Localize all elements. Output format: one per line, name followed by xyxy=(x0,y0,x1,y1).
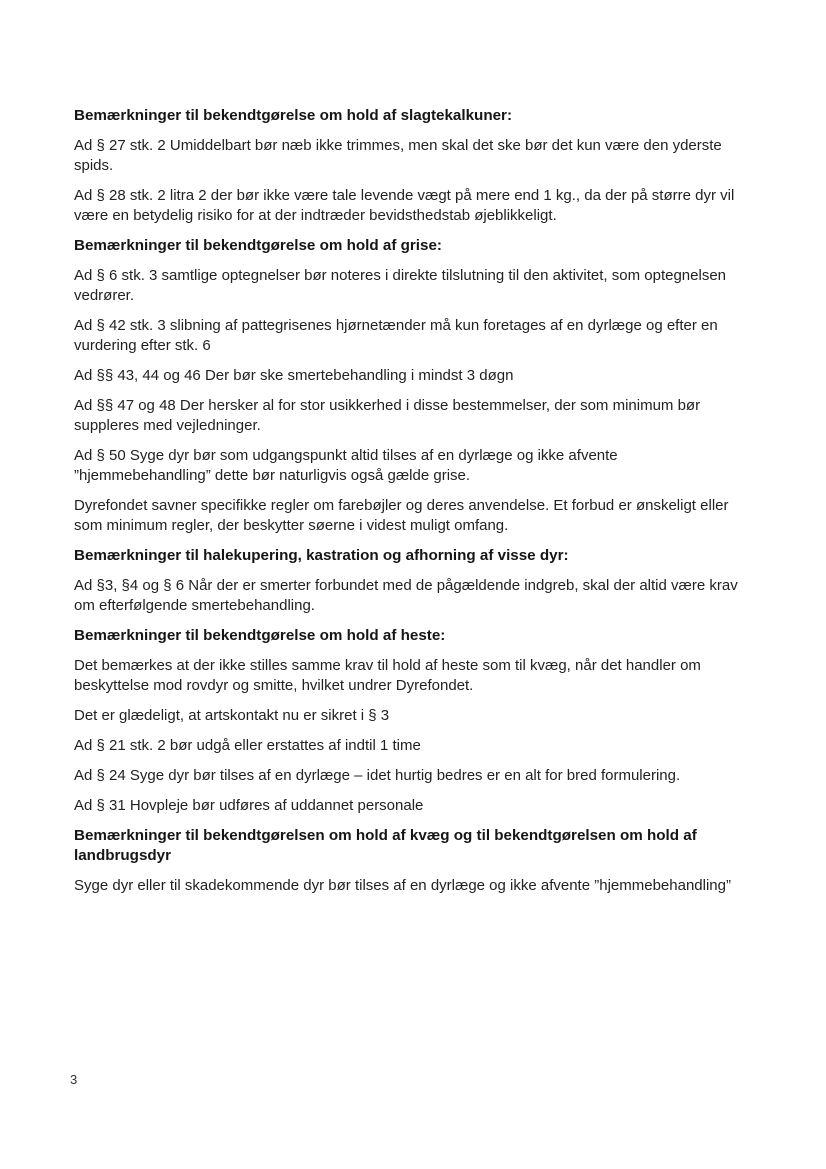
section-heste xyxy=(74,626,754,816)
paragraph: Ad § 28 stk. 2 litra 2 der bør ikke være tale levende vægt på mere end 1 kg., da der på større dyr vil være en betydelig risiko for at der indtræder bevidsthedstab øjeblikkeligt. xyxy=(74,187,735,224)
section-slagtekalkuner xyxy=(74,106,754,226)
paragraph: Ad § 24 Syge dyr bør tilses af en dyrlæge – idet hurtig bedres er en alt for bred formulering. xyxy=(74,767,681,784)
paragraph: Ad § 31 Hovpleje bør udføres af uddannet personale xyxy=(74,797,424,814)
paragraph: Ad § 21 stk. 2 bør udgå eller erstattes af indtil 1 time xyxy=(74,737,421,754)
section-heading: Bemærkninger til bekendtgørelse om hold af grise: xyxy=(74,237,442,254)
section-heading: Bemærkninger til bekendtgørelse om hold af heste: xyxy=(74,627,446,644)
paragraph: Ad § 6 stk. 3 samtlige optegnelser bør noteres i direkte tilslutning til den aktivitet, som optegnelsen vedrører. xyxy=(74,267,727,304)
section-heading: Bemærkninger til bekendtgørelsen om hold af kvæg og til bekendtgørelsen om hold af landbrugsdyr xyxy=(74,827,697,864)
section-kvaeg-landbrugsdyr xyxy=(74,826,754,896)
paragraph: Ad § 27 stk. 2 Umiddelbart bør næb ikke trimmes, men skal det ske bør det kun være den yderste spids. xyxy=(74,137,722,174)
section-heading: Bemærkninger til bekendtgørelse om hold af slagtekalkuner: xyxy=(74,107,513,124)
paragraph: Dyrefondet savner specifikke regler om farebøjler og deres anvendelse. Et forbud er ønskeligt eller som minimum regler, der beskytter søerne i videst muligt omfang. xyxy=(74,497,729,534)
section-halekupering xyxy=(74,546,754,616)
paragraph: Det bemærkes at der ikke stilles samme krav til hold af heste som til kvæg, når det handler om beskyttelse mod rovdyr og smitte, hvilket undrer Dyrefondet. xyxy=(74,657,701,694)
paragraph: Ad §§ 47 og 48 Der hersker al for stor usikkerhed i disse bestemmelser, der som minimum bør suppleres med vejledninger. xyxy=(74,397,701,434)
paragraph: Syge dyr eller til skadekommende dyr bør tilses af en dyrlæge og ikke afvente ”hjemmebehandling” xyxy=(74,877,731,894)
paragraph: Ad § 50 Syge dyr bør som udgangspunkt altid tilses af en dyrlæge og ikke afvente ”hjemmebehandling” dette bør naturligvis også gælde grise. xyxy=(74,447,618,484)
section-grise xyxy=(74,236,754,536)
paragraph: Det er glædeligt, at artskontakt nu er sikret i § 3 xyxy=(74,707,390,724)
paragraph: Ad §§ 43, 44 og 46 Der bør ske smertebehandling i mindst 3 døgn xyxy=(74,367,514,384)
page-number: 3 xyxy=(70,1072,78,1087)
document-body xyxy=(74,106,754,906)
section-heading: Bemærkninger til halekupering, kastration og afhorning af visse dyr: xyxy=(74,547,569,564)
paragraph: Ad § 42 stk. 3 slibning af pattegrisenes hjørnetænder må kun foretages af en dyrlæge og efter en vurdering efter stk. 6 xyxy=(74,317,718,354)
paragraph: Ad §3, §4 og § 6 Når der er smerter forbundet med de pågældende indgreb, skal der altid være krav om efterfølgende smertebehandling. xyxy=(74,577,738,614)
